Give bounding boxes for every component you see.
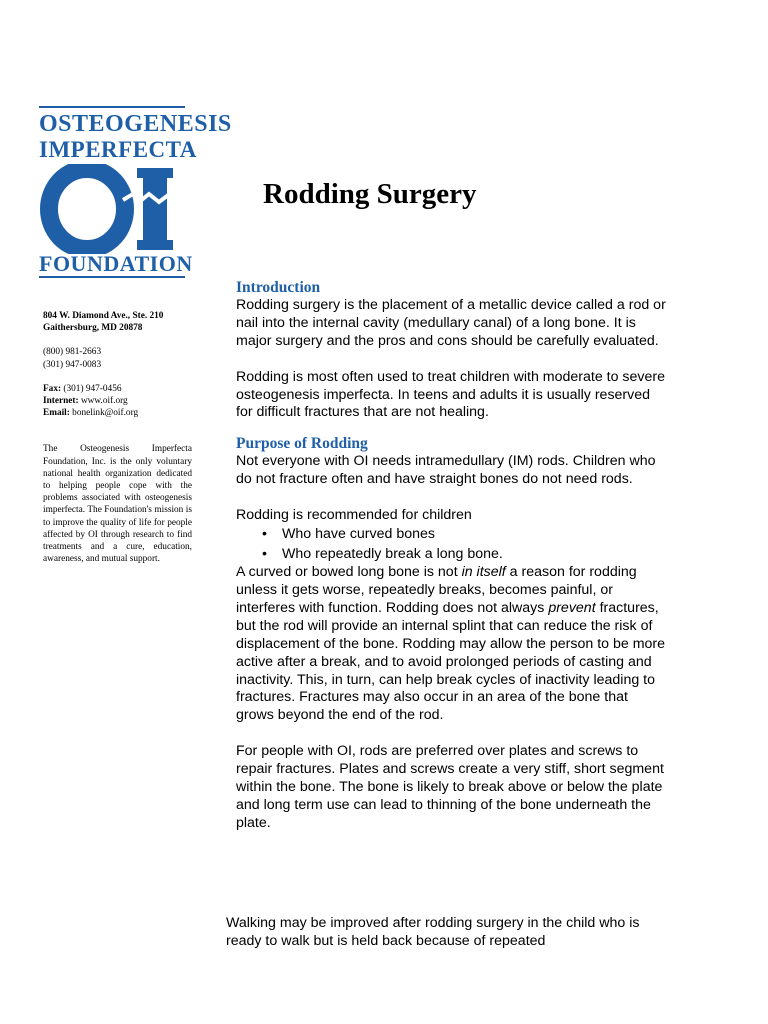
p3-emphasis-2: prevent bbox=[548, 599, 596, 616]
p3-text-a: A curved or bowed long bone is not bbox=[236, 564, 462, 581]
p3-text-b: a reason for rodding unless it gets worse, repeatedly breaks, becomes painful, or interferes with function. Rodding does not always bbox=[236, 564, 637, 616]
list-item: • Who have curved bones bbox=[282, 525, 666, 545]
internet-line bbox=[43, 395, 192, 407]
email-label: Email: bbox=[43, 408, 70, 419]
phone-2: (301) 947-0083 bbox=[43, 359, 102, 370]
fax-label: Fax: bbox=[43, 383, 62, 394]
purpose-heading: Purpose of Rodding bbox=[236, 435, 368, 453]
fax-line bbox=[43, 383, 192, 395]
email-address[interactable]: bonelink@oif.org bbox=[69, 408, 139, 419]
intro-paragraph-2: Rodding is most often used to treat children with moderate to severe osteogenesis imperfecta. In teens and adults it is usually reserved for difficult fractures that are not healing. bbox=[236, 368, 666, 421]
introduction-heading: Introduction bbox=[236, 279, 321, 296]
walking-text: Walking may be improved after rodding surgery in the child who is ready to walk but is held back because of repeated bbox=[226, 915, 640, 949]
logo-oi-mark bbox=[39, 164, 185, 254]
main-content bbox=[236, 278, 666, 833]
purpose-paragraph-3 bbox=[236, 564, 666, 725]
purpose-paragraph-4: For people with OI, rods are preferred over plates and screws to repair fractures. Plates and screws create a very stiff, short segment within the bone. The bone is likely to break above or below the plate and long term use can lead to thinning of the bone underneath the plate. bbox=[236, 743, 664, 831]
fax-number: (301) 947-0456 bbox=[61, 383, 122, 394]
contact-sidebar bbox=[43, 310, 192, 565]
logo-foundation: FOUNDATION bbox=[39, 251, 193, 276]
address-line-1: 804 W. Diamond Ave., Ste. 210 bbox=[43, 311, 164, 321]
p3-emphasis-1: in itself bbox=[461, 564, 506, 581]
page-title: Rodding Surgery bbox=[263, 178, 477, 210]
logo-top-rule bbox=[39, 106, 185, 108]
mission-statement: The Osteogenesis Imperfecta Foundation, Inc. is the only voluntary national health organization dedicated to helping people cope with the problems associated with osteogenesis imperfecta. The Foundation's mission is to improve the quality of life for people affected by OI through research to find treatments and a cure, education, awareness, and mutual support. bbox=[43, 444, 192, 565]
purpose-paragraph-1: Not everyone with OI needs intramedullary (IM) rods. Children who do not fracture often and have straight bones do not need rods. bbox=[236, 453, 656, 488]
list-item: • Who repeatedly break a long bone. bbox=[282, 545, 666, 565]
internet-label: Internet: bbox=[43, 396, 79, 407]
logo-bottom-rule bbox=[39, 276, 185, 278]
phone-1: (800) 981-2663 bbox=[43, 347, 102, 358]
foundation-logo bbox=[39, 106, 232, 278]
address-line-2: Gaithersburg, MD 20878 bbox=[43, 323, 143, 334]
recommendation-list bbox=[236, 525, 666, 564]
email-line bbox=[43, 407, 192, 419]
walking-paragraph bbox=[226, 915, 666, 951]
logo-imperfecta: IMPERFECTA bbox=[39, 137, 197, 162]
p3-text-c: fractures, but the rod will provide an internal splint that can reduce the risk of displacement of the bone. Rodding may allow the person to be more active after a break, and to avoid prolonged periods of casting and inactivity. This, in turn, can help break cycles of inactivity leading to fractures. Fractures may also occur in an area of the bone that grows beyond the end of the rod. bbox=[236, 599, 666, 724]
internet-url[interactable]: www.oif.org bbox=[78, 396, 128, 407]
intro-paragraph-1: Rodding surgery is the placement of a metallic device called a rod or nail into the internal cavity (medullary canal) of a long bone. It is major surgery and the pros and cons should be carefully evaluated. bbox=[236, 297, 666, 349]
purpose-paragraph-2: Rodding is recommended for children bbox=[236, 507, 472, 524]
logo-osteogenesis: OSTEOGENESIS bbox=[39, 111, 232, 137]
